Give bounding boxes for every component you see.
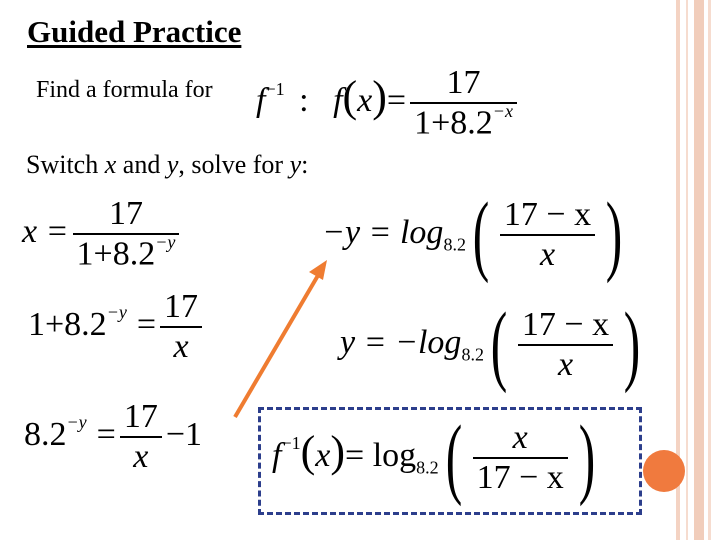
accent-dot: [643, 450, 685, 492]
step-6-equation: $f^{-1}(x)= \log_{8.2}$ ( $\frac{x}{17 - x}$ ): [272, 408, 596, 507]
denominator-exponent: −x: [492, 101, 513, 121]
fraction: $\frac{17}{x}$: [120, 400, 162, 474]
prompt-text: Find a formula for: [36, 77, 213, 103]
decor-rail: [708, 0, 711, 540]
instruction-text: Switch x and y, solve for y:: [26, 150, 309, 179]
step-1-equation: [22, 197, 183, 271]
fraction: [410, 66, 517, 140]
fraction: $\frac{17 - x}{x}$: [500, 198, 595, 272]
inverse-exponent: −1: [265, 78, 285, 99]
decor-rail: [686, 0, 688, 540]
numerator: 17: [446, 64, 481, 101]
equals: =: [386, 81, 407, 119]
decor-rail: [694, 0, 704, 540]
lhs: x =: [22, 212, 69, 250]
f-symbol: f: [256, 81, 266, 119]
step-4-equation: $-y = \log_{8.2}$ ( $\frac{17 - x}{x}$ ): [322, 185, 623, 284]
colon: :: [299, 81, 309, 119]
slide-title: Guided Practice: [27, 14, 242, 49]
fraction: $\frac{17 - x}{x}$: [518, 308, 613, 382]
f-symbol: f: [333, 81, 343, 119]
step-arrow: [235, 272, 320, 417]
given-equation: $f^{-1}$ : f(x)= $\frac{17}{1+8.2^{-x}}$: [256, 66, 521, 140]
x-var: x: [357, 81, 373, 119]
denominator-base: 1+8.2: [414, 104, 493, 142]
step-2-equation: $1+8.2^{-y}$ = $\frac{17}{x}$: [28, 290, 206, 364]
step-5-equation: $y = -\log_{8.2}$ ( $\frac{17 - x}{x}$ ): [340, 295, 641, 394]
fraction: $\frac{17}{x}$: [160, 290, 202, 364]
fraction: $\frac{x}{17 - x}$: [473, 421, 568, 495]
fraction: $\frac{17}{1+8.2^{-y}}$: [73, 197, 180, 271]
step-3-equation: $8.2^{-y}$ = $\frac{17}{x}$ −1: [24, 398, 203, 475]
